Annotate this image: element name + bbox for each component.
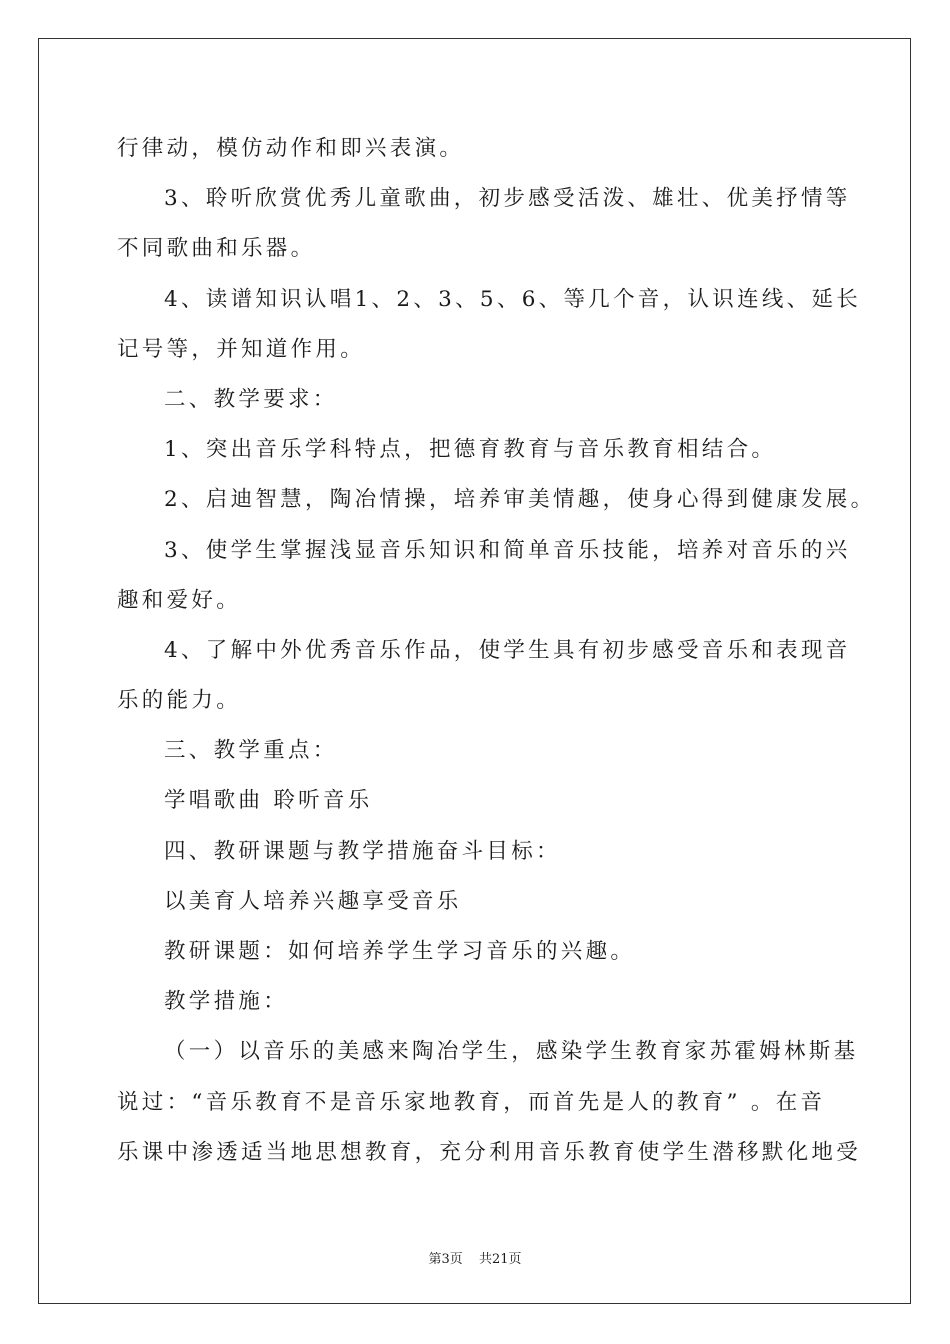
text-line: 以美育人培养兴趣享受音乐 [164,888,462,914]
document-body [117,124,876,1178]
text-line: 教学措施： [164,989,289,1015]
text-line: 3、使学生掌握浅显音乐知识和简单音乐技能，培养对音乐的兴 [164,537,851,563]
text-line: 乐课中渗透适当地思想教育，充分利用音乐教育使学生潜移默化地受 [117,1139,862,1165]
text-line: 4、了解中外优秀音乐作品，使学生具有初步感受音乐和表现音 [164,637,851,663]
text-line: 学唱歌曲 聆听音乐 [164,788,373,814]
section-heading: 二、教学要求： [164,386,338,412]
text-line: 4、读谱知识认唱1、2、3、5、6、等几个音，认识连线、延长 [164,286,862,312]
text-line: 说过：“音乐教育不是音乐家地教育，而首先是人的教育” 。在音 [117,1089,826,1115]
text-line: （一）以音乐的美感来陶冶学生，感染学生教育家苏霍姆林斯基 [164,1039,859,1065]
page-footer [0,1248,950,1267]
text-line: 不同歌曲和乐器。 [117,236,316,262]
page-number-current: 第3页 [428,1252,463,1267]
page-number-total: 共21页 [478,1252,522,1267]
text-line: 1、突出音乐学科特点，把德育教育与音乐教育相结合。 [164,437,777,463]
text-line: 教研课题：如何培养学生学习音乐的兴趣。 [164,939,636,964]
text-line: 趣和爱好。 [117,587,242,613]
text-line: 记号等，并知道作用。 [117,336,366,362]
text-line: 3、聆听欣赏优秀儿童歌曲，初步感受活泼、雄壮、优美抒情等 [164,186,851,212]
text-line: 行律动，模仿动作和即兴表演。 [117,136,465,161]
text-line: 乐的能力。 [117,688,242,714]
section-heading: 四、教研课题与教学措施奋斗目标： [164,838,561,864]
text-line: 2、启迪智慧，陶冶情操，培养审美情趣，使身心得到健康发展。 [164,487,876,513]
section-heading: 三、教学重点： [164,738,338,764]
